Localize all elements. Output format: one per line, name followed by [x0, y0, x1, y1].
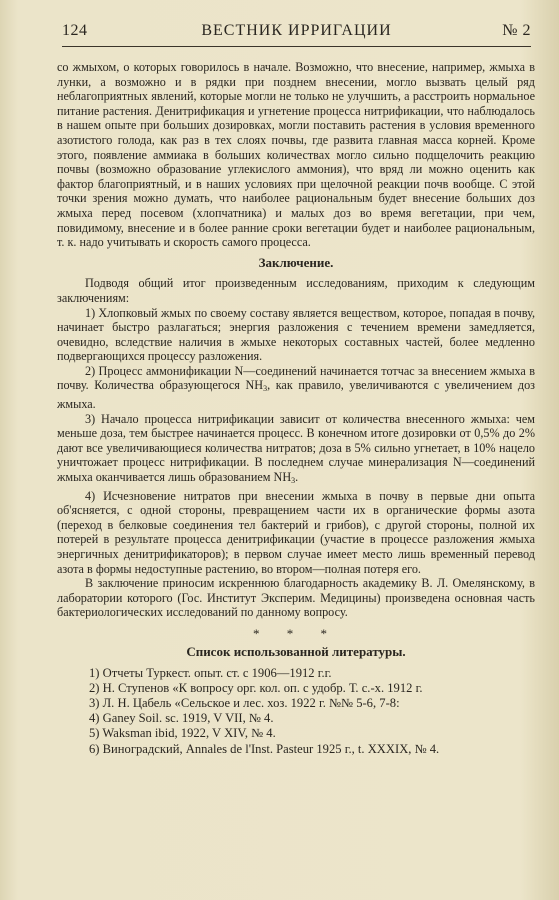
section-heading-references: Список использованной литературы. — [186, 643, 406, 659]
reference-item: 6) Виноградский, Annales de l'Inst. Pasteur 1925 г., t. XXXIX, № 4. — [89, 741, 440, 756]
page-number: 124 — [62, 22, 88, 39]
section-heading-conclusion: Заключение. — [258, 254, 334, 270]
conclusion-item-4: 4) Исчезновение нитратов при внесении жмыха в почву в первые дни опыта об'ясняется, с одной стороны, превращением части их в органические формы азота (переход в белковые соединения тел бактерий и грибов), с другой стороны, полной их потерей в результате процесса денитрификации (участие в процессе разложения жмыха энергичных денитрификаторов); в первом случае имеет место лишь временный перевод азота в формы недоступные растению, во втором—полная потеря его. — [57, 488, 535, 576]
conclusion-intro: Подводя общий итог произведенным исследованиям, приходим к следующим заключениям: — [57, 276, 535, 305]
reference-item: 1) Отчеты Туркест. опыт. ст. с 1906—1912 г.г. — [89, 665, 332, 680]
reference-item: 4) Ganey Soil. sc. 1919, V VII, № 4. — [89, 711, 274, 726]
conclusion-item-3: 3) Начало процесса нитрификации зависит от количества внесенного жмыха: чем меньше доза, тем быстрее начинается процесс. В конечном итоге дозировки от 0,5% до 2% дают все увеличивающиеся количества нитратов; доза в 5% сильно угнетает, в 10% нацело уничтожает процесс нитрификации. В последнем случае минерализация N—соединений жмыха оканчивается лишь образованием $NH_3$. — [57, 411, 535, 486]
conclusion-item-1: 1) Хлопковый жмых по своему составу является веществом, которое, попадая в почву, начинает быстро разлагаться; энергия разложения с течением времени замедляется, очевидно, вследствие наличия в жмыхе некоторых составных частей, более медленно подвергающихся процессу разложения. — [57, 305, 535, 364]
conclusion-item-2: 2) Процесс аммонификации N—соединений начинается тотчас за внесением жмыха в почву. Количества образующегося $NH_3$, как правило, увеличиваются с увеличением доз жмыха. — [57, 363, 535, 412]
reference-item: 5) Waksman ibid, 1922, V XIV, № 4. — [89, 726, 276, 741]
reference-item: 2) Н. Ступенов «К вопросу орг. кол. оп. с удобр. Т. с.-х. 1912 г. — [89, 680, 423, 695]
reference-item: 3) Л. Н. Цабель «Сельское и лес. хоз. 1922 г. №№ 5-6, 7-8: — [89, 695, 400, 710]
journal-title: ВЕСТНИК ИРРИГАЦИИ — [201, 22, 392, 39]
page-header — [62, 22, 531, 47]
article-body — [57, 60, 535, 757]
acknowledgement: В заключение приносим искреннюю благодарность академику В. Л. Омелянскому, в лаборатории которого (Гос. Институт Эксперим. Медицины) произведена основная часть бактериологических исследований по данному вопросу. — [57, 576, 535, 620]
issue-number: № 2 — [502, 22, 531, 39]
reference-list — [57, 666, 535, 757]
section-separator: * * * — [253, 625, 339, 641]
paragraph: со жмыхом, о которых говорилось в начале. Возможно, что внесение, например, жмыха в лунки, а возможно и в рядки при позднем внесении, могло вызвать целый ряд неблагоприятных явлений, которые могли не только не улучшить, а расстроить нормальное питание растения. Денитрификация и угнетение процесса нитрификации, что наблюдалось в нашем опыте при больших дозировках, могли поставить растения в условия временного азотистого голода, как раз в тех слоях почвы, где развита главная масса корней. Кроме этого, появление аммиака в больших количествах могло сильно подщелочить реакцию почвы (возможно образование углекислого аммония), что вряд ли можно оценить как фактор благоприятный, и в наших условиях при щелочной реакции почв вообще. С этой точки зрения можно думать, что наиболее рациональным будет внесение больших доз жмыха перед посевом (хлопчатника) и малых доз во время вегетации, при чем, повидимому, внесение и в более ранние сроки вегетации будет и наиболее рациональным, т. к. надо учитывать и скорость самого процесса. — [57, 60, 535, 250]
